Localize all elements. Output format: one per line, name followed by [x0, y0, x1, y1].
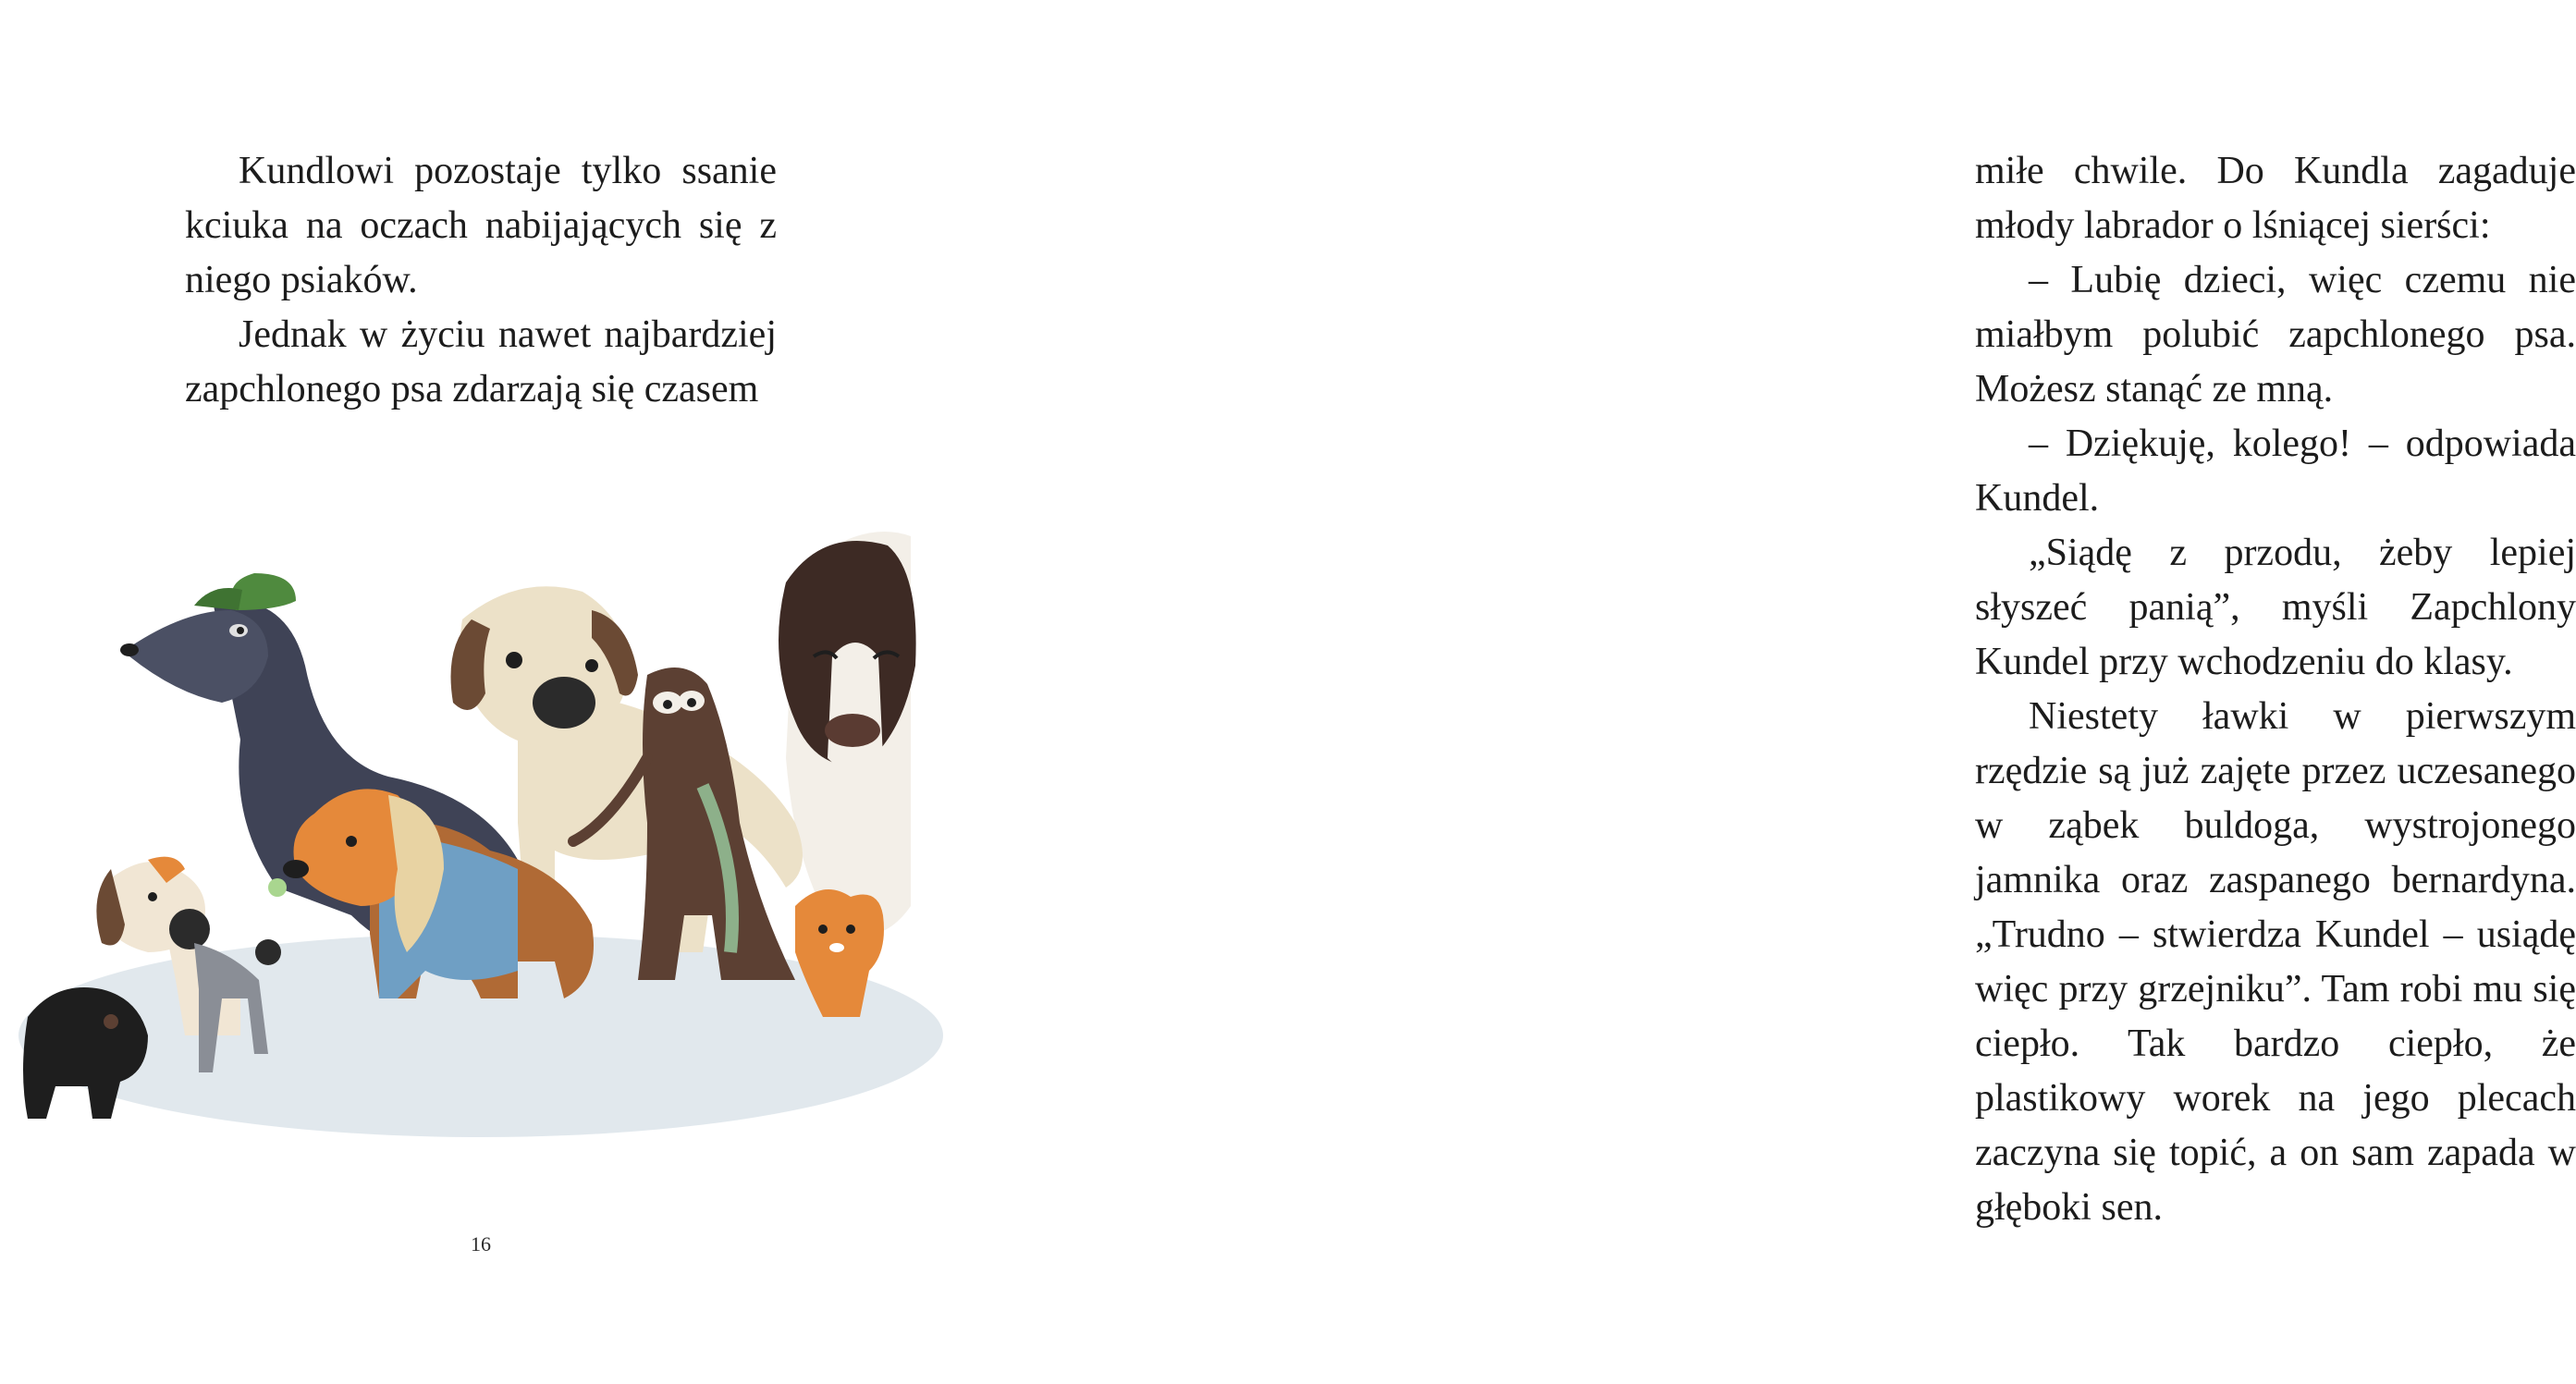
right-page-text: [1975, 144, 2576, 1235]
left-page: [0, 0, 910, 1384]
left-page-text: [185, 144, 777, 417]
paragraph: miłe chwile. Do Kundla zagaduje młody labrador o lśniącej sierści:: [1975, 150, 2576, 247]
right-page: [910, 0, 2576, 1384]
paragraph: – Lubię dzieci, więc czemu nie miałbym polubić zapchlonego psa. Możesz stanąć ze mną.: [1975, 259, 2576, 410]
paragraph: Jednak w życiu nawet najbardziej zapchlonego psa zdarzają się czasem: [185, 313, 777, 410]
paragraph: „Siądę z przodu, żeby lepiej słyszeć panią”, myśli Zapchlony Kundel przy wchodzeniu do klasy.: [1975, 532, 2576, 683]
saint-bernard-dog: [779, 532, 916, 935]
dogs-illustration: [0, 518, 920, 1165]
paragraph: Niestety ławki w pierwszym rzędzie są już zajęte przez uczesanego w ząbek buldoga, wystrojonego jamnika oraz zaspanego bernardyna. „Trudno – stwierdza Kundel – usiądę więc przy grzejniku”. Tam robi mu się ciepło. Tak bardzo ciepło, że plastikowy worek na jego plecach zaczyna się topić, a on sam zapada w głęboki sen.: [1975, 695, 2576, 1229]
paragraph: Kundlowi pozostaje tylko ssanie kciuka na oczach nabijających się z niego psiaków.: [185, 150, 777, 301]
paragraph: – Dziękuję, kolego! – odpowiada Kundel.: [1975, 423, 2576, 520]
page-number: 16: [471, 1232, 491, 1255]
